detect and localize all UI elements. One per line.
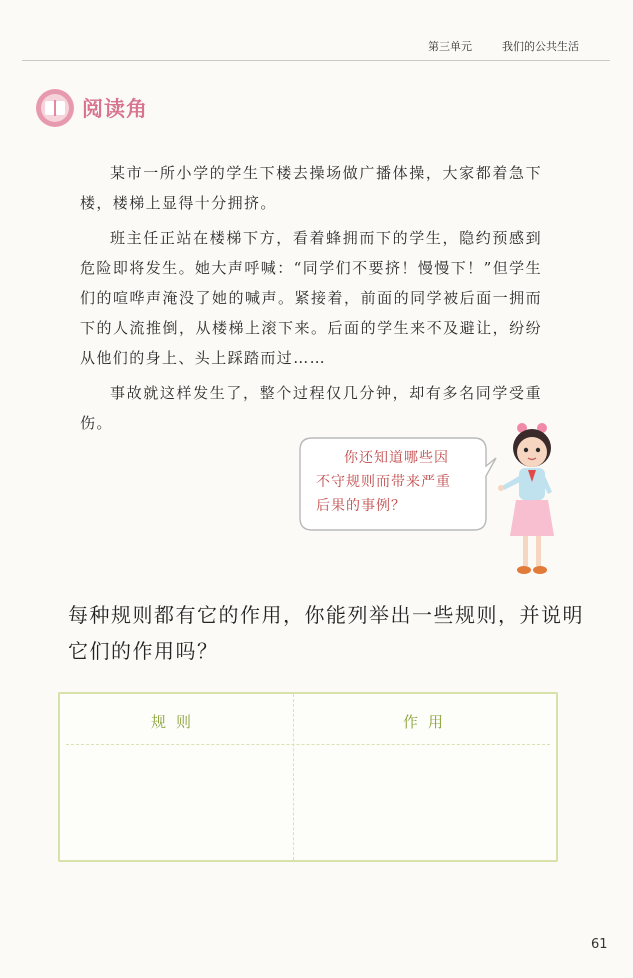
page-number: 61 bbox=[591, 937, 608, 952]
table-header-effect: 作用 bbox=[403, 713, 454, 731]
topic-label: 我们的公共生活 bbox=[502, 40, 579, 53]
speech-bubble-text bbox=[316, 446, 476, 518]
story-text bbox=[80, 158, 542, 443]
story-paragraph: 某市一所小学的学生下楼去操场做广播体操，大家都着急下楼，楼梯上显得十分拥挤。 bbox=[80, 164, 542, 212]
header-rule bbox=[22, 60, 610, 61]
question-text: 每种规则都有它的作用，你能列举出一些规则，并说明它们的作用吗？ bbox=[68, 603, 584, 663]
bubble-line: 不守规则而带来严重 bbox=[316, 474, 451, 490]
rules-table bbox=[58, 692, 558, 862]
reading-corner-icon bbox=[33, 88, 77, 128]
story-paragraph: 班主任正站在楼梯下方，看着蜂拥而下的学生，隐约预感到危险即将发生。她大声呼喊：“同学们不要挤！慢慢下！”但学生们的喧哗声淹没了她的喊声。紧接着，前面的同学被后面一拥而下的人流推倒，从楼梯上滚下来。后面的学生来不及避让，纷纷从他们的身上、头上踩踏而过…… bbox=[80, 229, 542, 367]
reading-corner-title: 阅读角 bbox=[82, 97, 148, 121]
bubble-line: 你还知道哪些因 bbox=[344, 450, 449, 466]
story-paragraph: 事故就这样发生了，整个过程仅几分钟，却有多名同学受重伤。 bbox=[80, 384, 542, 432]
page-header bbox=[0, 38, 633, 60]
table-header-line bbox=[66, 744, 550, 745]
table-header-rule: 规则 bbox=[151, 713, 202, 731]
bubble-line: 后果的事例？ bbox=[316, 498, 406, 514]
unit-label: 第三单元 bbox=[428, 40, 472, 53]
girl-illustration bbox=[492, 420, 572, 580]
table-divider bbox=[293, 694, 294, 860]
